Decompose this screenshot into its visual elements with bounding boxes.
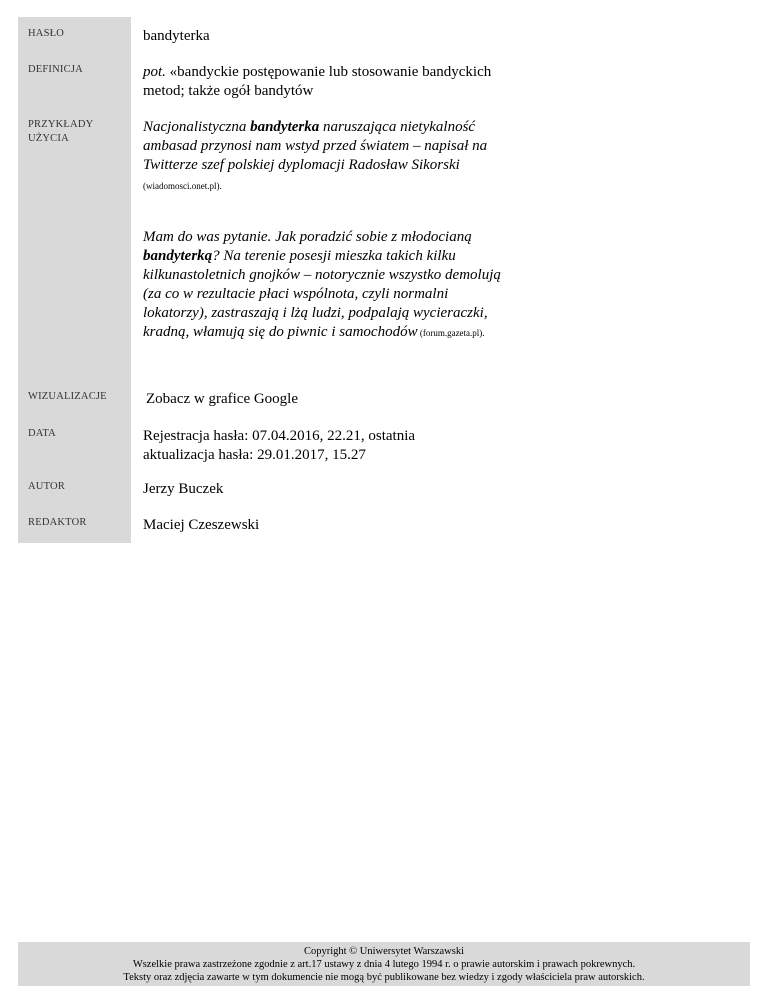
label-column	[18, 17, 131, 543]
date-info	[143, 427, 503, 465]
example-1-keyword: bandyterka	[250, 119, 320, 135]
example-2-source: (forum.gazeta.pl).	[417, 328, 485, 338]
label-examples	[28, 118, 128, 146]
label-headword: HASŁO	[28, 28, 65, 39]
example-2-keyword: bandyterką	[143, 248, 213, 264]
editor: Maciej Czeszewski	[143, 517, 260, 533]
example-1-post: naruszająca nietykalność ambasad przynosi nam wstyd przed światem – napisał na Twitterze szef polskiej dyplomacji Radosław Sikorski	[143, 119, 488, 173]
example-2-post: ? Na terenie posesji mieszka takich kilku kilkunastoletnich gnojków – notorycznie wszystko demolują (za co w rezultacie płaci wspólnota, czyli normalni lokatorzy), zastraszają i lżą ludzi, podpalają wycieraczki, kradną, włamują się do piwnic i samochodów	[143, 248, 501, 340]
label-date: DATA	[28, 428, 56, 439]
label-author: AUTOR	[28, 481, 65, 492]
headword: bandyterka	[143, 28, 210, 44]
label-examples-line2: UŻYCIA	[28, 133, 69, 144]
example-2	[143, 228, 503, 343]
example-1-source: (wiadomosci.onet.pl).	[143, 181, 222, 191]
copyright-footer	[18, 942, 750, 986]
footer-notice: Teksty oraz zdjęcia zawarte w tym dokumencie nie mogą być publikowane bez wiedzy i zgody właściciela praw autorskich.	[123, 972, 645, 983]
footer-copyright: Copyright © Uniwersytet Warszawski	[303, 946, 465, 957]
date-line-2: aktualizacja hasła: 29.01.2017, 15.27	[143, 447, 366, 463]
label-visualizations: WIZUALIZACJE	[28, 391, 107, 402]
label-definition: DEFINICJA	[28, 64, 83, 75]
definition-qualifier: pot.	[143, 64, 166, 80]
example-2-pre: Mam do was pytanie. Jak poradzić sobie z młodocianą	[143, 229, 472, 245]
example-1	[143, 118, 503, 196]
definition-text: «bandyckie postępowanie lub stosowanie bandyckich metod; także ogół bandytów	[143, 64, 492, 99]
author: Jerzy Buczek	[143, 481, 224, 497]
definition	[143, 63, 503, 101]
label-examples-line1: PRZYKŁADY	[28, 119, 94, 130]
google-images-link[interactable]: Zobacz w grafice Google	[146, 391, 299, 407]
date-line-1: Rejestracja hasła: 07.04.2016, 22.21, ostatnia	[143, 428, 416, 444]
label-editor: REDAKTOR	[28, 517, 87, 528]
footer-rights: Wszelkie prawa zastrzeżone zgodnie z art.17 ustawy z dnia 4 lutego 1994 r. o prawie autorskim i prawach pokrewnych.	[132, 959, 636, 970]
example-1-pre: Nacjonalistyczna	[143, 119, 251, 135]
